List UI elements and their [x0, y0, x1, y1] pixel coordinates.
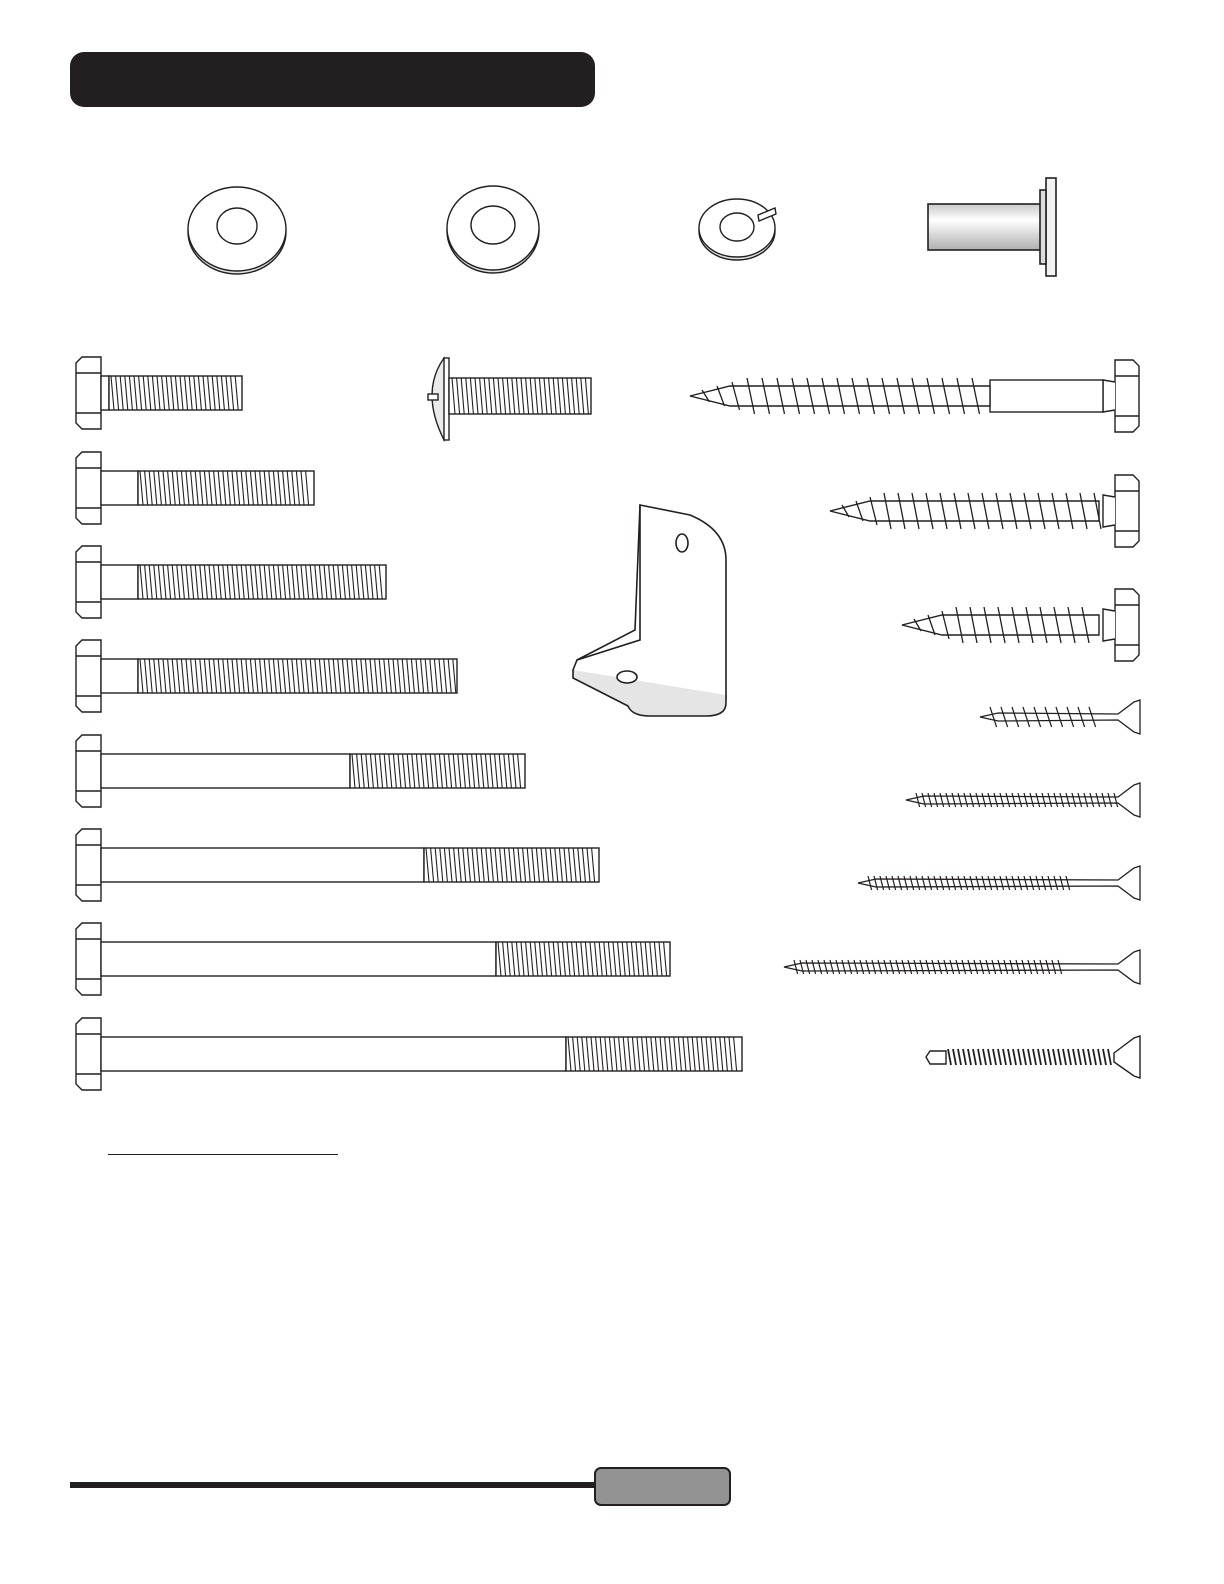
hex-bolt-icon	[76, 640, 457, 712]
footer-rule	[70, 1482, 600, 1488]
flat-washer-icon	[447, 186, 539, 273]
wood-screw-icon	[858, 866, 1140, 900]
lag-screw-icon	[902, 589, 1139, 661]
flat-washer-icon	[188, 187, 286, 274]
lock-washer-icon	[699, 199, 776, 260]
hex-bolt-icon	[76, 546, 386, 618]
lag-screw-icon	[690, 360, 1139, 432]
hex-bolt-icon	[76, 735, 525, 807]
wood-screw-icon	[906, 783, 1140, 817]
hex-bolt-icon	[76, 829, 599, 901]
self-drilling-screw-icon	[926, 1036, 1140, 1078]
hex-bolt-icon	[76, 923, 670, 995]
l-bracket-icon	[573, 505, 726, 716]
page-number-tab	[594, 1467, 731, 1506]
wood-screw-icon	[980, 700, 1140, 734]
hex-bolt-icon	[76, 1018, 742, 1090]
lag-screw-icon	[830, 475, 1139, 547]
footnote-rule	[108, 1154, 338, 1155]
hex-bolt-icon	[76, 357, 242, 429]
carriage-bolt-icon	[428, 358, 591, 440]
wood-screw-icon	[784, 950, 1140, 984]
t-nut-icon	[928, 178, 1056, 276]
hex-bolt-icon	[76, 452, 314, 524]
